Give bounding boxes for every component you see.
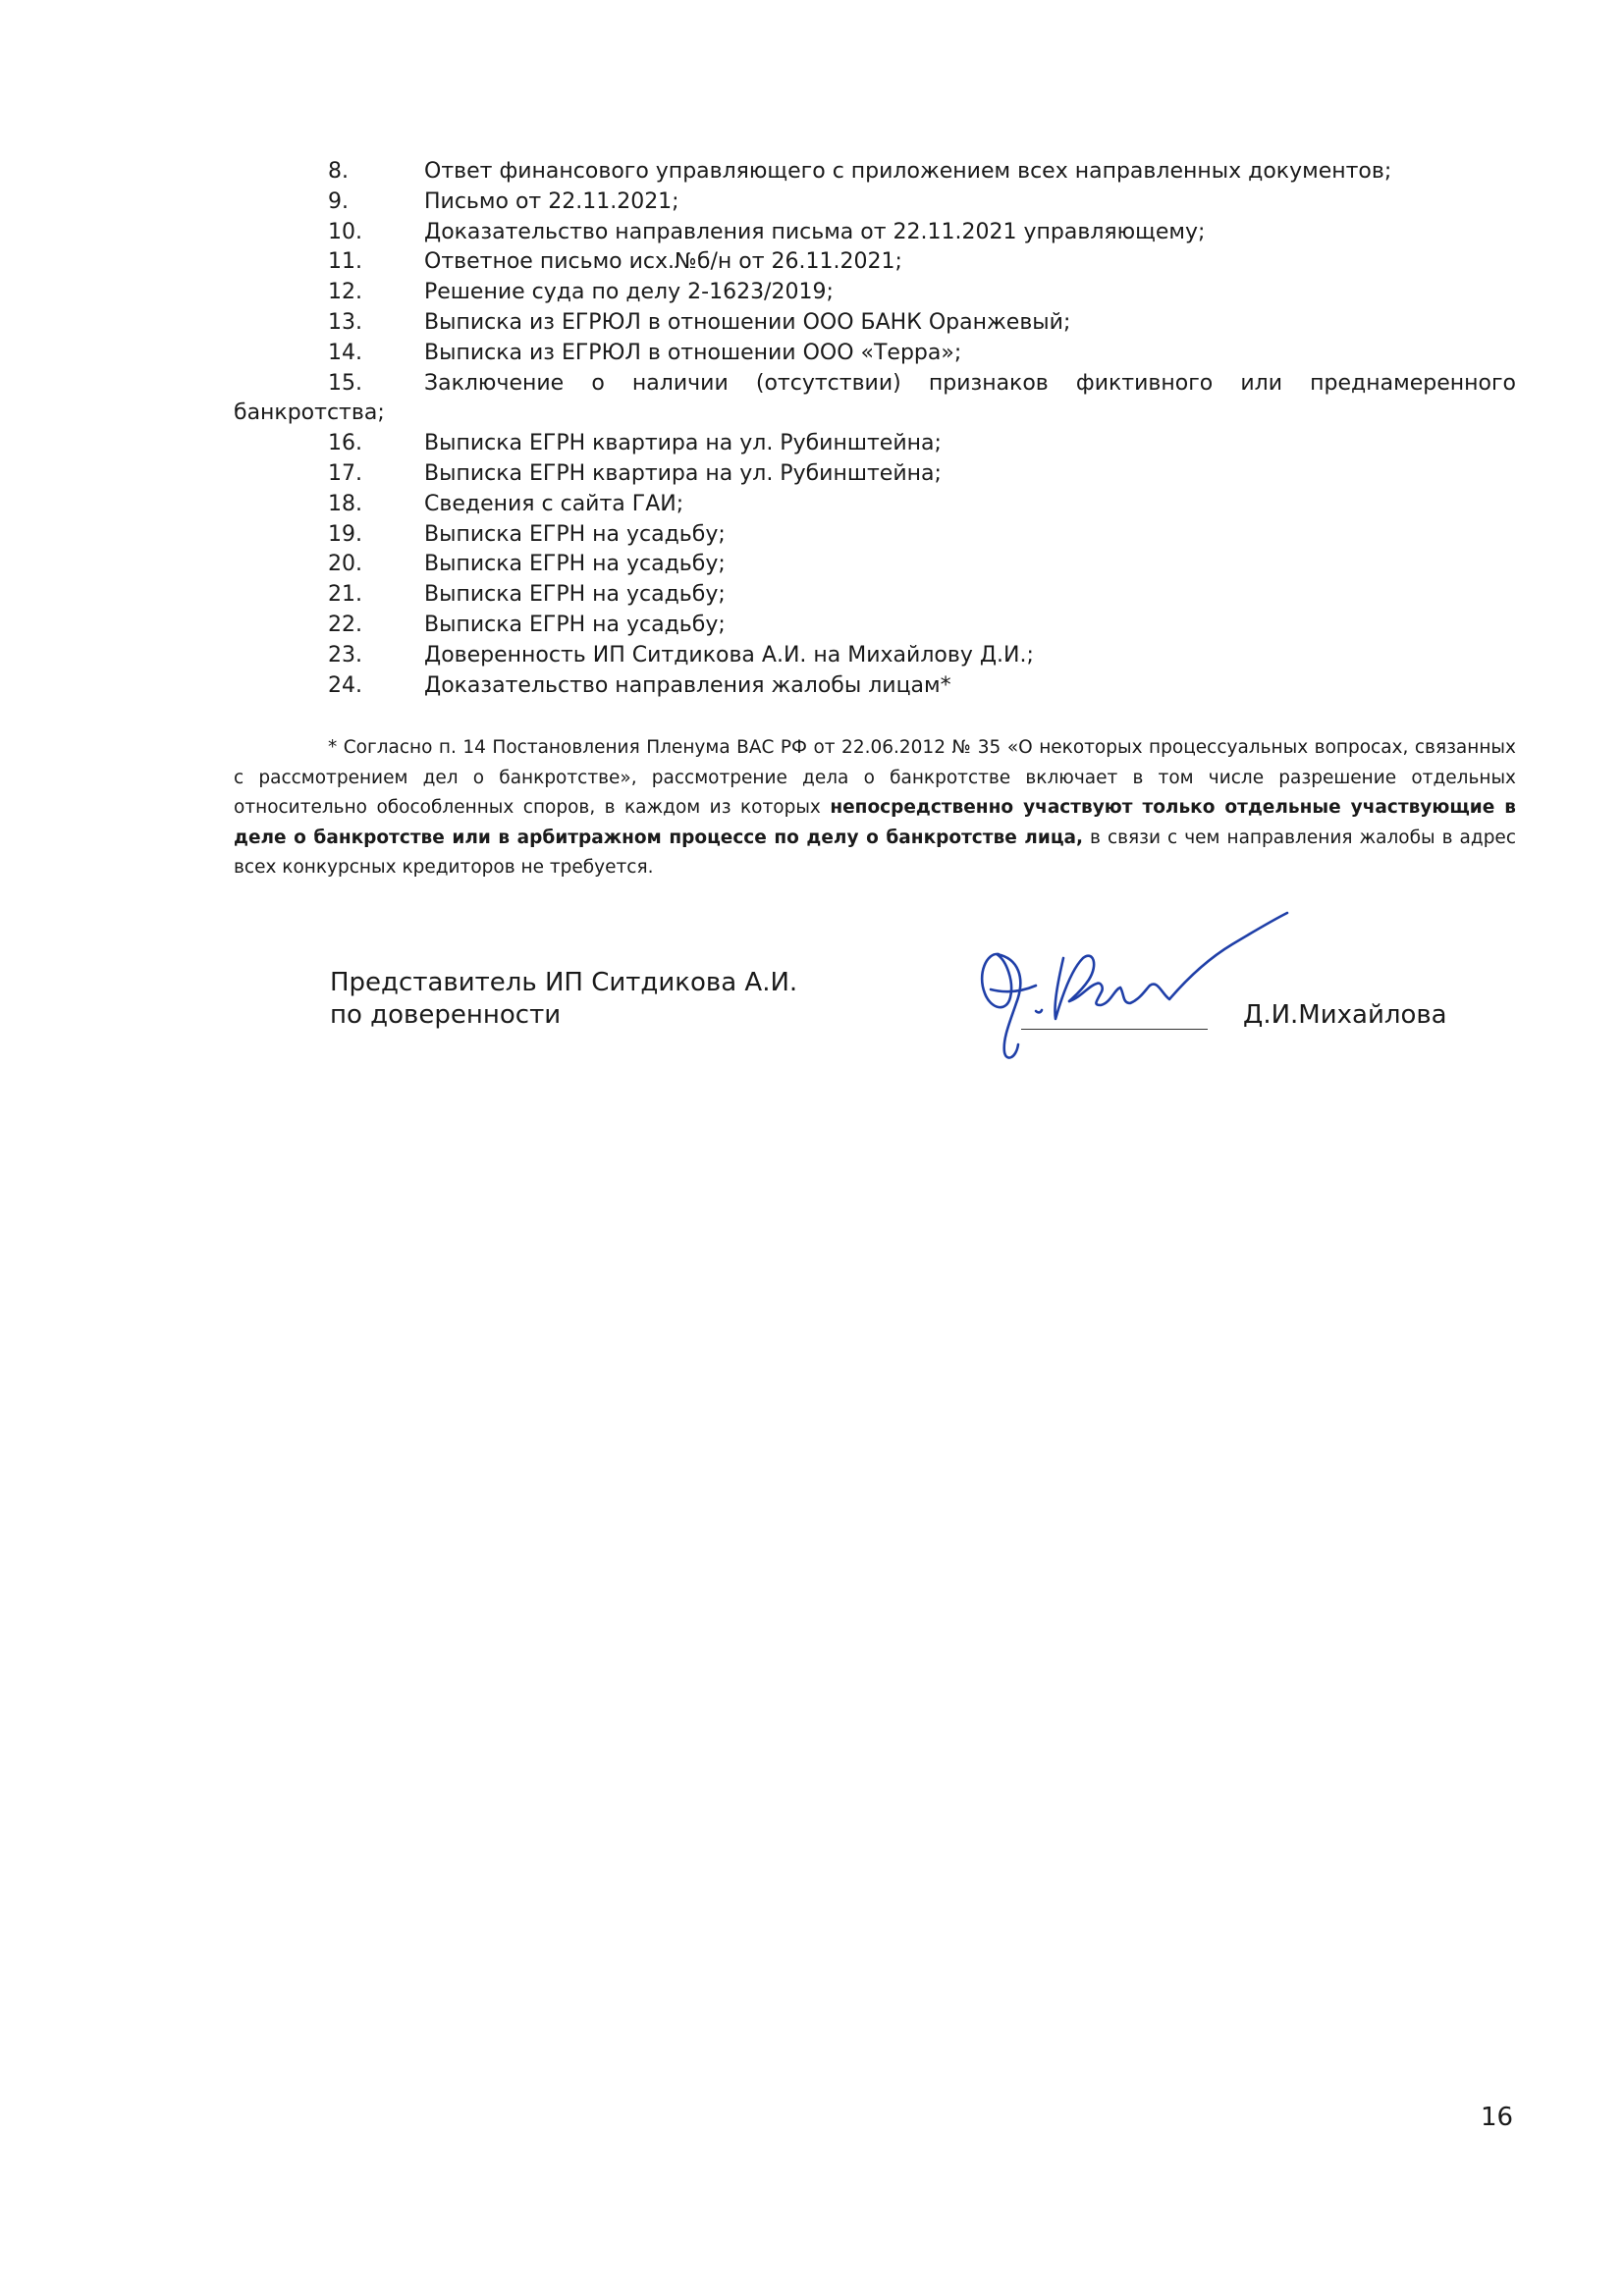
item-number: 13. [328, 309, 362, 335]
list-item [234, 611, 1516, 641]
signatory-name: Д.И.Михайлова [1243, 1000, 1447, 1030]
item-number: 10. [328, 219, 362, 244]
item-text-continuation: банкротства; [234, 400, 385, 426]
item-number: 11. [328, 249, 362, 275]
footnote [234, 733, 1516, 883]
list-item [234, 520, 1516, 551]
list-item [234, 490, 1516, 520]
item-text: Доказательство направления письма от 22.11.2021 управляющему; [424, 219, 1206, 244]
item-number: 8. [328, 159, 349, 184]
item-number: 19. [328, 521, 362, 547]
item-text: Выписка ЕГРН квартира на ул. Рубинштейна; [424, 431, 942, 456]
item-text: Доверенность ИП Ситдикова А.И. на Михайлову Д.И.; [424, 642, 1034, 667]
item-number: 18. [328, 491, 362, 516]
item-number: 22. [328, 612, 362, 637]
page-number: 16 [1481, 2103, 1514, 2132]
list-item-wrapped [234, 369, 1516, 430]
item-text: Выписка ЕГРН на усадьбу; [424, 612, 726, 637]
list-item [234, 459, 1516, 490]
item-text: Письмо от 22.11.2021; [424, 188, 679, 214]
item-number: 24. [328, 672, 362, 698]
list-item [234, 218, 1516, 248]
item-number: 16. [328, 431, 362, 456]
signatory-line-1: Представитель ИП Ситдикова А.И. [330, 968, 798, 997]
list-item [234, 187, 1516, 218]
item-text: Выписка ЕГРН квартира на ул. Рубинштейна; [424, 460, 942, 486]
list-item [234, 580, 1516, 611]
item-text: Выписка ЕГРН на усадьбу; [424, 582, 726, 608]
item-text: Доказательство направления жалобы лицам* [424, 672, 951, 698]
item-number: 9. [328, 188, 349, 214]
list-item [234, 247, 1516, 278]
item-text: Выписка ЕГРН на усадьбу; [424, 521, 726, 547]
item-text: Выписка ЕГРН на усадьбу; [424, 552, 726, 577]
signatory-title [330, 967, 797, 1032]
list-item [234, 641, 1516, 671]
item-text: Сведения с сайта ГАИ; [424, 491, 684, 516]
item-number: 12. [328, 280, 362, 305]
signature-line [1021, 1029, 1208, 1030]
item-text: Заключение о наличии (отсутствии) признаков фиктивного или преднамеренного [424, 370, 1516, 396]
item-number: 21. [328, 582, 362, 608]
item-text: Выписка из ЕГРЮЛ в отношении ООО «Терра»; [424, 340, 962, 365]
signatory-line-2: по доверенности [330, 1000, 562, 1030]
footnote-text-end: в связи с чем направления жалобы в адрес всех конкурсных кредиторов не требуется. [234, 827, 1516, 878]
list-item [234, 550, 1516, 580]
list-item [234, 308, 1516, 339]
item-number: 15. [328, 370, 362, 396]
item-text: Решение суда по делу 2-1623/2019; [424, 280, 834, 305]
footnote-text: * Согласно п. 14 Постановления Пленума ВАС РФ от 22.06.2012 № 35 «О некоторых процессуальных вопросах, связанных с рассмотрением дел о банкротстве», рассмотрение дела о банкротстве включает в том числе разрешение отдельных относительно обособленных споров, в каждом из которых [234, 737, 1516, 818]
item-text: Ответ финансового управляющего с приложением всех направленных документов; [424, 159, 1392, 184]
footnote-bold-text: непосредственно участвуют только отдельные участвующие в деле о банкротстве или в арбитражном процессе по делу о банкротстве лица, [234, 797, 1517, 848]
list-item [234, 278, 1516, 308]
list-item [234, 157, 1516, 187]
item-text: Ответное письмо исх.№б/н от 26.11.2021; [424, 249, 902, 275]
attachments-list [234, 157, 1516, 701]
list-item [234, 429, 1516, 459]
item-number: 20. [328, 552, 362, 577]
list-item [234, 339, 1516, 369]
item-number: 17. [328, 460, 362, 486]
item-text: Выписка из ЕГРЮЛ в отношении ООО БАНК Оранжевый; [424, 309, 1071, 335]
handwritten-signature [967, 895, 1321, 1072]
item-number: 14. [328, 340, 362, 365]
list-item [234, 671, 1516, 702]
item-number: 23. [328, 642, 362, 667]
